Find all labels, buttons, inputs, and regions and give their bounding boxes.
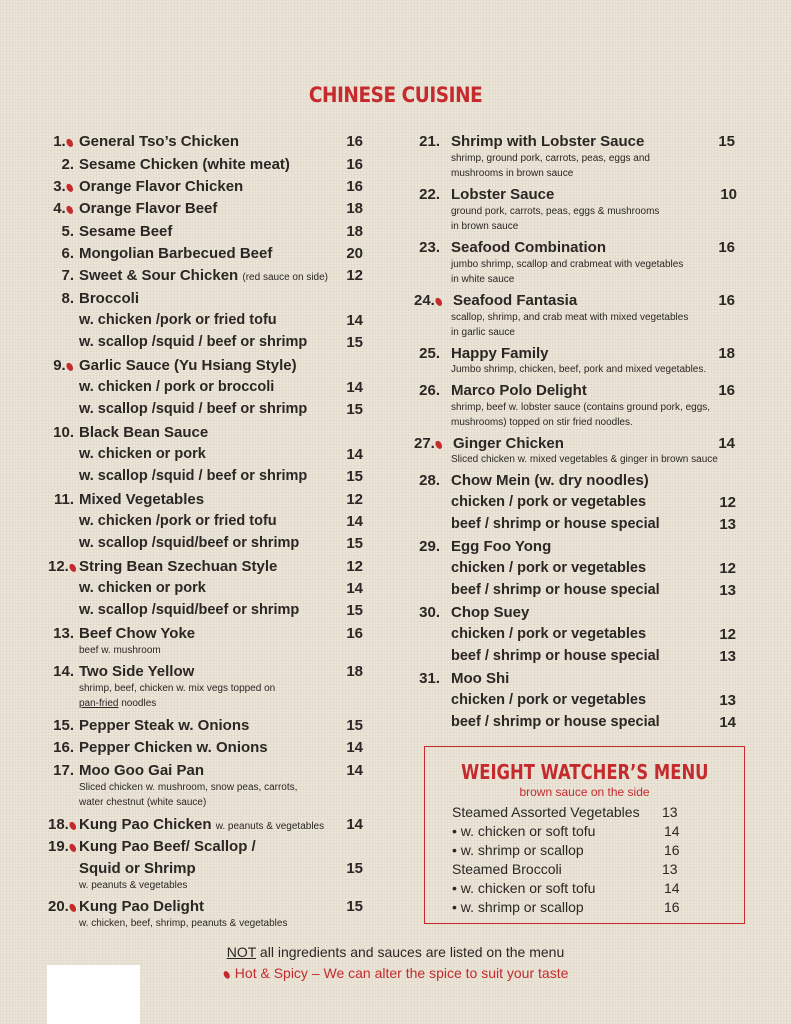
option: w. chicken / pork or broccoli — [79, 379, 275, 395]
item-description: scallop, shrimp, and crab meat with mixed vegetables — [451, 312, 689, 323]
item-description: shrimp, beef w. lobster sauce (contains ground pork, eggs, — [451, 402, 711, 413]
option: w. chicken or pork — [79, 580, 206, 596]
ww-price: 13 — [662, 861, 678, 877]
ww-price: 14 — [664, 823, 680, 839]
option-price: 14 — [346, 580, 363, 597]
ww-price: 16 — [664, 842, 680, 858]
item-price: 15 — [346, 860, 363, 877]
ww-item: • w. shrimp or scallop — [452, 842, 584, 858]
option-price: 14 — [346, 312, 363, 329]
item-description: ground pork, carrots, peas, eggs & mushrooms — [451, 206, 660, 217]
pepper-icon: ⬮ — [433, 296, 445, 309]
option-price: 12 — [719, 626, 736, 643]
option-price: 15 — [346, 401, 363, 418]
item-description: beef w. mushroom — [79, 645, 161, 656]
item-description: pan-fried noodles — [79, 698, 157, 709]
option: w. scallop /squid/beef or shrimp — [79, 602, 300, 618]
item-name-continued: Squid or Shrimp — [79, 860, 196, 877]
option: w. chicken /pork or fried tofu — [79, 312, 277, 328]
ww-item: Steamed Assorted Vegetables — [452, 804, 640, 820]
item-description: w. peanuts & vegetables — [79, 880, 188, 891]
spicy-note: ⬮ Hot & Spicy – We can alter the spice to suit your taste — [221, 965, 569, 982]
option: w. scallop /squid / beef or shrimp — [79, 468, 308, 484]
ww-item: • w. chicken or soft tofu — [452, 880, 596, 896]
option-price: 14 — [346, 513, 363, 530]
item-description: in brown sauce — [451, 221, 519, 232]
option: w. chicken or pork — [79, 446, 206, 462]
pepper-icon: ⬮ — [67, 820, 79, 833]
option-price: 13 — [719, 582, 736, 599]
weight-watchers-title: WEIGHT WATCHER’S MENU — [460, 760, 709, 784]
item-description: in garlic sauce — [451, 327, 515, 338]
option: chicken / pork or vegetables — [451, 626, 647, 642]
item-description: Jumbo shrimp, chicken, beef, pork and mixed vegetables. — [451, 364, 707, 375]
option-price: 14 — [719, 714, 736, 731]
pepper-icon: ⬮ — [67, 842, 79, 855]
item-description: shrimp, beef, chicken w. mix vegs topped on — [79, 683, 276, 694]
option-price: 13 — [719, 692, 736, 709]
option: beef / shrimp or house special — [451, 714, 660, 730]
option-price: 14 — [346, 379, 363, 396]
option: beef / shrimp or house special — [451, 516, 660, 532]
item-description: mushrooms) topped on stir fried noodles. — [451, 417, 633, 428]
option-price: 15 — [346, 334, 363, 351]
item-description: Sliced chicken w. mushroom, snow peas, carrots, — [79, 782, 298, 793]
ww-price: 16 — [664, 899, 680, 915]
option: chicken / pork or vegetables — [451, 692, 647, 708]
option-price: 15 — [346, 535, 363, 552]
pepper-icon: ⬮ — [64, 361, 76, 374]
option-price: 12 — [719, 494, 736, 511]
item-description: shrimp, ground pork, carrots, peas, eggs and — [451, 153, 650, 164]
item-description: Sliced chicken w. mixed vegetables & ginger in brown sauce — [451, 454, 718, 465]
option-price: 12 — [719, 560, 736, 577]
left-column: 1.⬮ General Tso’s Chicken 16 2. Sesame Chicken (white meat) 16 3.⬮ Orange Flavor Chicken 16 4.⬮ Orange Flavor Beef 18 5. Sesame Beef 18 6. Mongolian Barbecued Beef 20 7. Sweet & Sour Chicken (red sauce on side) 12 8. Broccoli w. chicken /pork or fried tofu 14 w. scallop /squid / beef or shrimp 15 9.⬮ Garlic Sauce (Yu Hsiang Style) w. chicken / pork or broccoli 14 w. scallop /squid / beef or shrimp 15 10. Black Bean Sauce w. chicken or pork 14 w. scallop /squid / beef or shrimp 15 11. Mixed Vegetables 12 w. chicken /pork or fried tofu 14 w. scallop /squid/beef or shrimp 15 12.⬮ String Bean Szechuan Style 12 w. chicken or pork 14 w. scallop /squid/beef or shrimp 15 13. Beef Chow Yoke 16 beef w. mushroom 14. Two Side Yellow 18 shrimp, beef, chicken w. mix vegs topped on pan-fried noodles 15. Pepper Steak w. Onions 15 16. Pepper Chicken w. Onions 14 17. Moo Goo Gai Pan 14 Sliced chicken w. mushroom, snow peas, carrots, water chestnut (white sauce) 18.⬮ Kung Pao Chicken w. peanuts & vegetables 14 19.⬮ Kung Pao Beef/ Scallop / Squid or Shrimp 15 w. peanuts & vegetables 20.⬮ Kung Pao Delight 15 w. chicken, beef, shrimp, peanuts & vegetables — [48, 133, 363, 929]
pepper-icon: ⬮ — [67, 562, 79, 575]
option-price: 13 — [719, 516, 736, 533]
pepper-icon: ⬮ — [67, 902, 79, 915]
item-description: w. chicken, beef, shrimp, peanuts & vegetables — [79, 918, 288, 929]
option-price: 15 — [346, 602, 363, 619]
item-description: jumbo shrimp, scallop and crabmeat with vegetables — [451, 259, 684, 270]
option-price: 15 — [346, 468, 363, 485]
pepper-icon: ⬮ — [64, 137, 76, 150]
option: beef / shrimp or house special — [451, 648, 660, 664]
option: beef / shrimp or house special — [451, 582, 660, 598]
option-price: 13 — [719, 648, 736, 665]
item-description: mushrooms in brown sauce — [451, 168, 574, 179]
option: w. scallop /squid / beef or shrimp — [79, 334, 308, 350]
ww-item: Steamed Broccoli — [452, 861, 562, 877]
item-description: water chestnut (white sauce) — [79, 797, 207, 808]
pepper-icon: ⬮ — [433, 439, 445, 452]
pepper-icon: ⬮ — [64, 182, 76, 195]
option: w. scallop /squid/beef or shrimp — [79, 535, 300, 551]
option: w. chicken /pork or fried tofu — [79, 513, 277, 529]
option: chicken / pork or vegetables — [451, 494, 647, 510]
page-title: CHINESE CUISINE — [308, 83, 483, 107]
pepper-icon: ⬮ — [64, 204, 76, 217]
weight-watchers-box — [424, 746, 745, 924]
option: chicken / pork or vegetables — [451, 560, 647, 576]
ingredients-note: NOT all ingredients and sauces are listed on the menu — [226, 944, 565, 960]
option: w. scallop /squid / beef or shrimp — [79, 401, 308, 417]
right-column: 21. Shrimp with Lobster Sauce 15 shrimp, ground pork, carrots, peas, eggs and mushrooms in brown sauce 22. Lobster Sauce 10 ground pork, carrots, peas, eggs & mushrooms in brown sauce 23. Seafood Combination 16 jumbo shrimp, scallop and crabmeat with vegetables in white sauce 24.⬮ Seafood Fantasia 16 scallop, shrimp, and crab meat with mixed vegetables in garlic sauce 25. Happy Family 18 Jumbo shrimp, chicken, beef, pork and mixed vegetables. 26. Marco Polo Delight 16 shrimp, beef w. lobster sauce (contains ground pork, eggs, mushrooms) topped on stir fried noodles. 27.⬮ Ginger Chicken 14 Sliced chicken w. mixed vegetables & ginger in brown sauce 28. Chow Mein (w. dry noodles) chicken / pork or vegetables 12 beef / shrimp or house special 13 29. Egg Foo Yong chicken / pork or vegetables 12 beef / shrimp or house special 13 30. Chop Suey chicken / pork or vegetables 12 beef / shrimp or house special 13 31. Moo Shi chicken / pork or vegetables 13 beef / shrimp or house special 14 — [414, 133, 737, 731]
ww-item: • w. chicken or soft tofu — [452, 823, 596, 839]
pepper-icon: ⬮ — [221, 969, 233, 982]
ww-item: • w. shrimp or scallop — [452, 899, 584, 915]
ww-price: 13 — [662, 804, 678, 820]
item-description: in white sauce — [451, 274, 515, 285]
ww-price: 14 — [664, 880, 680, 896]
option-price: 14 — [346, 446, 363, 463]
weight-watchers-subtitle: brown sauce on the side — [519, 785, 650, 799]
